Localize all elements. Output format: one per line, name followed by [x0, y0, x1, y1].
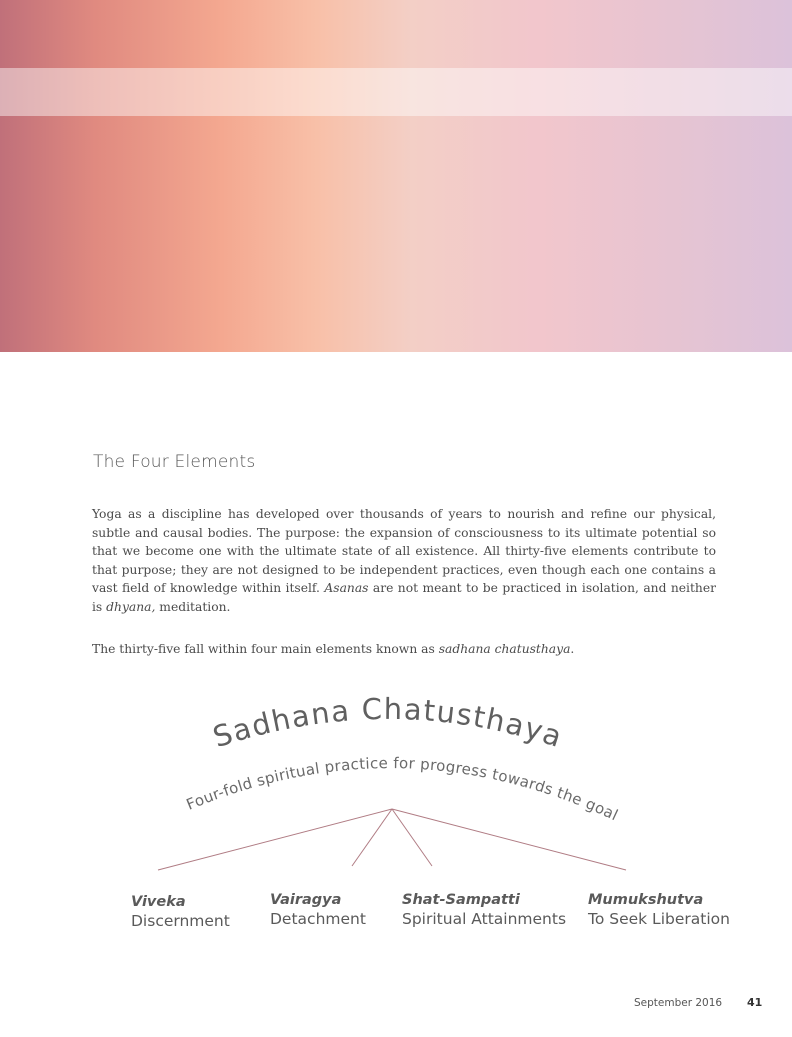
term-name: Shat-Sampatti — [402, 892, 520, 908]
term-gloss: Spiritual Attainments — [402, 910, 567, 928]
sadhana-diagram — [0, 690, 792, 890]
header-banner-image — [0, 0, 792, 352]
footer-date: September 2016 — [634, 997, 723, 1009]
connector-viveka — [158, 809, 392, 870]
term-name: Vairagya — [270, 892, 342, 908]
diagram-title: Sadhana Chatusthaya — [208, 691, 568, 755]
term-name: Mumukshutva — [588, 892, 704, 908]
section-title: The Four Elements — [93, 452, 256, 472]
connector-mumukshutva — [392, 809, 626, 870]
page-number: 41 — [747, 996, 763, 1009]
diagram-connectors — [158, 809, 626, 870]
term-gloss: To Seek Liberation — [588, 910, 730, 928]
intro-paragraph: Yoga as a discipline has developed over thousands of years to nourish and refine our physical, subtle and causal bodies. The purpose: the expansion of consciousness to its ultimate potential so that we become one with the ultimate state of all existence. All thirty-five elements contribute to that purpose; they are not designed to be independent practices, even though each one contains a vast field of knowledge within itself. Asanas are not meant to be practiced in isolation, and neither is dhyana, meditation. — [92, 507, 716, 614]
term-gloss: Detachment — [270, 910, 366, 928]
term-gloss: Discernment — [131, 912, 230, 930]
term-mumukshutva — [588, 892, 730, 928]
elements-paragraph: The thirty-five fall within four main elements known as sadhana chatusthaya. — [92, 642, 575, 656]
term-shat-sampatti — [402, 892, 566, 928]
term-viveka — [131, 894, 230, 930]
term-name: Viveka — [131, 894, 186, 910]
term-vairagya — [270, 892, 366, 928]
diagram-subtitle: Four-fold spiritual practice for progress towards the goal — [183, 754, 621, 825]
banner-light-band — [0, 68, 792, 116]
